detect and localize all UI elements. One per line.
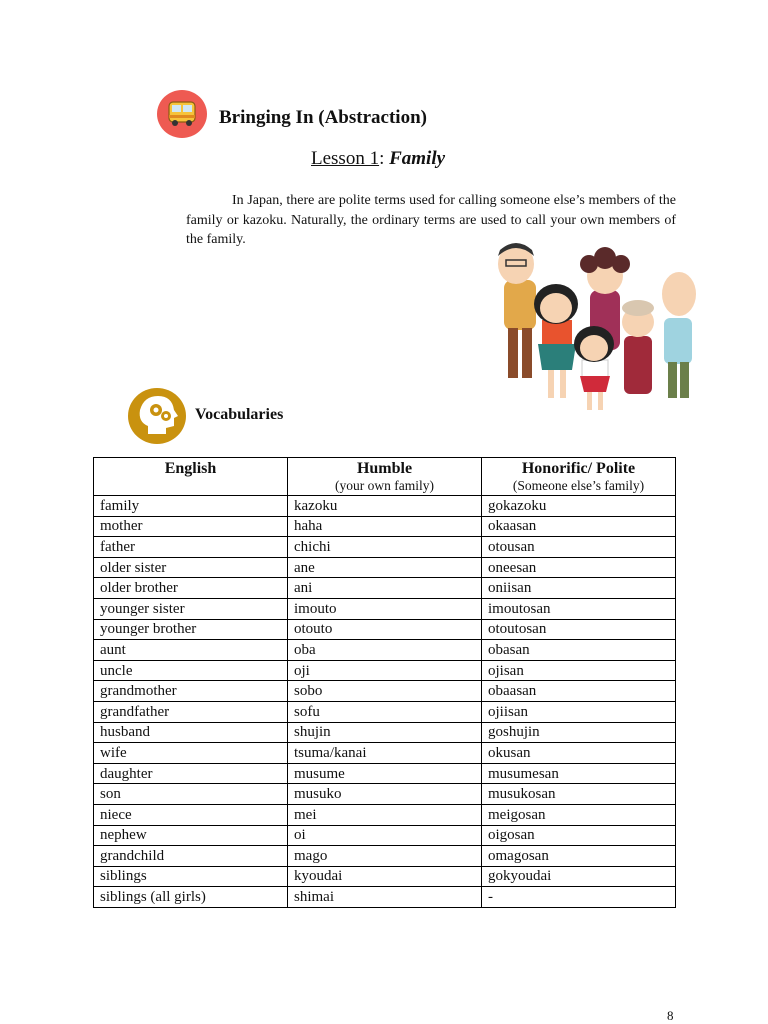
intro-paragraph: In Japan, there are polite terms used for calling someone else’s members of the family or kazoku. Naturally, the ordinary terms are used to call your own members of the family. (186, 193, 676, 247)
cell-humble: shujin (288, 722, 482, 743)
grandfather-figure (662, 272, 696, 398)
lesson-label: Lesson 1 (311, 148, 380, 169)
grandmother-figure (622, 300, 654, 394)
column-header-title: Honorific/ Polite (521, 460, 636, 477)
cell-honorific: omagosan (482, 846, 676, 867)
cell-honorific: obaasan (482, 681, 676, 702)
father-figure (498, 243, 536, 378)
table-row (94, 640, 676, 661)
cell-english: older brother (94, 578, 288, 599)
cell-humble: sobo (288, 681, 482, 702)
daughter-figure (534, 284, 578, 398)
cell-humble: sofu (288, 701, 482, 722)
cell-honorific: gokyoudai (482, 866, 676, 887)
cell-english: younger sister (94, 598, 288, 619)
cell-english: siblings (all girls) (94, 887, 288, 908)
cell-honorific: musumesan (482, 763, 676, 784)
cell-english: niece (94, 804, 288, 825)
table-row (94, 763, 676, 784)
table-row (94, 496, 676, 517)
cell-english: siblings (94, 866, 288, 887)
lesson-title (311, 148, 445, 170)
vocabularies-title: Vocabularies (195, 406, 284, 423)
cell-english: older sister (94, 557, 288, 578)
cell-english: mother (94, 516, 288, 537)
cell-humble: oba (288, 640, 482, 661)
table-row (94, 804, 676, 825)
cell-english: father (94, 537, 288, 558)
cell-english: grandmother (94, 681, 288, 702)
cell-humble: chichi (288, 537, 482, 558)
school-bus-icon (157, 90, 207, 138)
cell-humble: kyoudai (288, 866, 482, 887)
cell-honorific: otousan (482, 537, 676, 558)
cell-humble: mei (288, 804, 482, 825)
cell-honorific: obasan (482, 640, 676, 661)
table-header-row (94, 458, 676, 496)
cell-english: husband (94, 722, 288, 743)
lesson-topic: Family (389, 148, 446, 169)
cell-honorific: - (482, 887, 676, 908)
cell-humble: oji (288, 660, 482, 681)
cell-honorific: otoutosan (482, 619, 676, 640)
cell-humble: oi (288, 825, 482, 846)
cell-english: grandfather (94, 701, 288, 722)
cell-english: uncle (94, 660, 288, 681)
cell-honorific: musukosan (482, 784, 676, 805)
column-header-title: Humble (356, 460, 413, 477)
cell-humble: shimai (288, 887, 482, 908)
cell-english: son (94, 784, 288, 805)
cell-honorific: oneesan (482, 557, 676, 578)
table-row (94, 516, 676, 537)
table-row (94, 619, 676, 640)
table-row (94, 598, 676, 619)
cell-honorific: imoutosan (482, 598, 676, 619)
table-row (94, 743, 676, 764)
cell-english: nephew (94, 825, 288, 846)
table-row (94, 887, 676, 908)
cell-english: wife (94, 743, 288, 764)
cell-english: younger brother (94, 619, 288, 640)
head-gears-icon (128, 388, 186, 444)
column-header-english (94, 458, 288, 496)
cell-honorific: okaasan (482, 516, 676, 537)
column-header-subtitle: (Someone else’s family) (512, 478, 645, 493)
vocabulary-table (93, 457, 676, 908)
cell-humble: kazoku (288, 496, 482, 517)
table-row (94, 866, 676, 887)
younger-daughter-figure (574, 326, 614, 410)
cell-english: grandchild (94, 846, 288, 867)
cell-humble: mago (288, 846, 482, 867)
cell-english: daughter (94, 763, 288, 784)
cell-humble: ane (288, 557, 482, 578)
table-row (94, 825, 676, 846)
column-header-honorific (482, 458, 676, 496)
table-body (94, 496, 676, 908)
cell-honorific: goshujin (482, 722, 676, 743)
cell-humble: tsuma/kanai (288, 743, 482, 764)
cell-english: aunt (94, 640, 288, 661)
cell-honorific: ojiisan (482, 701, 676, 722)
cell-humble: musume (288, 763, 482, 784)
cell-honorific: meigosan (482, 804, 676, 825)
column-header-humble (288, 458, 482, 496)
cell-honorific: oniisan (482, 578, 676, 599)
table-row (94, 537, 676, 558)
table-row (94, 681, 676, 702)
table-row (94, 846, 676, 867)
cell-english: family (94, 496, 288, 517)
page-number: 8 (667, 1008, 674, 1023)
section-title: Bringing In (Abstraction) (219, 107, 427, 128)
cell-humble: haha (288, 516, 482, 537)
table-row (94, 722, 676, 743)
table-row (94, 557, 676, 578)
table-row (94, 701, 676, 722)
cell-honorific: gokazoku (482, 496, 676, 517)
cell-honorific: ojisan (482, 660, 676, 681)
family-cartoon (486, 240, 708, 414)
lesson-separator: : (379, 148, 390, 169)
table-row (94, 784, 676, 805)
table-row (94, 660, 676, 681)
cell-humble: ani (288, 578, 482, 599)
cell-honorific: okusan (482, 743, 676, 764)
column-header-subtitle: (your own family) (335, 478, 434, 493)
cell-honorific: oigosan (482, 825, 676, 846)
column-header-title: English (164, 460, 217, 477)
cell-humble: imouto (288, 598, 482, 619)
cell-humble: otouto (288, 619, 482, 640)
table-row (94, 578, 676, 599)
cell-humble: musuko (288, 784, 482, 805)
